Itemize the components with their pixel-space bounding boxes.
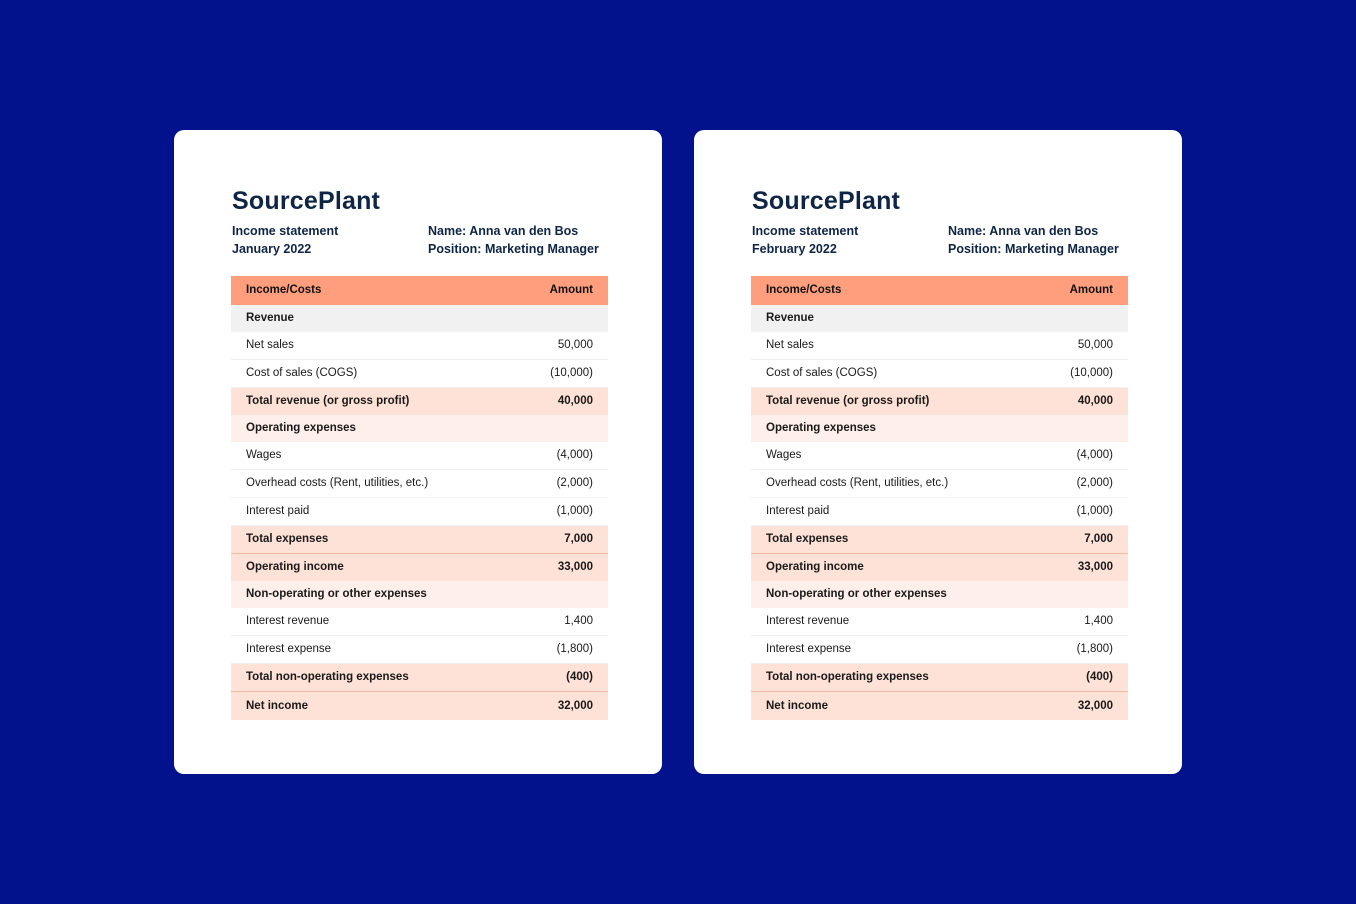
section-header-non-operating [751,581,1128,608]
table-row [751,442,1128,470]
total-row [231,554,608,582]
row-label: Wages [751,442,1031,470]
company-name: SourcePlant [752,187,901,215]
column-header-amount: Amount [1031,276,1128,305]
table-row [231,442,608,470]
section-label: Revenue [751,305,1128,332]
employee-name: Name: Anna van den Bos [948,224,1099,238]
row-amount: 1,400 [1031,608,1128,636]
section-header-revenue [751,305,1128,332]
column-header-income-costs: Income/Costs [231,276,511,305]
table-row [231,332,608,360]
section-header-revenue [231,305,608,332]
table-row [231,608,608,636]
table-row [751,608,1128,636]
row-label: Operating income [751,554,1031,582]
document-type: Income statement [232,224,339,238]
row-label: Interest revenue [751,608,1031,636]
table-header-row [231,276,608,305]
row-amount: 50,000 [1031,332,1128,360]
column-header-amount: Amount [511,276,608,305]
row-label: Total revenue (or gross profit) [751,388,1031,416]
row-amount: (400) [511,664,608,692]
row-amount: (1,000) [1031,498,1128,526]
section-header-operating-expenses [231,415,608,442]
row-label: Wages [231,442,511,470]
income-statement-card-february [694,130,1182,774]
row-label: Total expenses [751,526,1031,554]
statement-period: February 2022 [752,242,837,256]
row-label: Interest paid [231,498,511,526]
total-row [231,526,608,554]
row-label: Net income [751,692,1031,721]
row-label: Overhead costs (Rent, utilities, etc.) [751,470,1031,498]
table-row [751,332,1128,360]
income-statement-table [751,276,1128,720]
income-statement-table [231,276,608,720]
row-amount: (2,000) [511,470,608,498]
row-amount: 50,000 [511,332,608,360]
row-label: Interest revenue [231,608,511,636]
row-amount: (10,000) [511,360,608,388]
row-amount: 40,000 [511,388,608,416]
total-row [231,664,608,692]
table-header-row [751,276,1128,305]
row-label: Interest paid [751,498,1031,526]
row-label: Interest expense [751,636,1031,664]
section-header-operating-expenses [751,415,1128,442]
row-label: Cost of sales (COGS) [231,360,511,388]
total-row [751,526,1128,554]
table-row [231,360,608,388]
row-label: Net income [231,692,511,721]
row-amount: (1,000) [511,498,608,526]
total-row [751,388,1128,416]
row-label: Overhead costs (Rent, utilities, etc.) [231,470,511,498]
row-label: Total revenue (or gross profit) [231,388,511,416]
document-type: Income statement [752,224,859,238]
row-amount: 1,400 [511,608,608,636]
row-label: Total expenses [231,526,511,554]
statement-info [232,222,338,258]
section-label: Revenue [231,305,608,332]
row-amount: 40,000 [1031,388,1128,416]
row-label: Total non-operating expenses [231,664,511,692]
table-row [751,360,1128,388]
income-statement-card-january [174,130,662,774]
row-amount: (2,000) [1031,470,1128,498]
employee-position: Position: Marketing Manager [428,242,599,256]
row-label: Interest expense [231,636,511,664]
row-amount: (4,000) [511,442,608,470]
total-row [231,388,608,416]
table-row [751,470,1128,498]
section-label: Operating expenses [751,415,1128,442]
employee-info [948,222,1119,258]
total-row [751,664,1128,692]
net-income-row [231,692,608,721]
row-label: Operating income [231,554,511,582]
table-row [231,636,608,664]
statement-info [752,222,858,258]
row-amount: 33,000 [1031,554,1128,582]
table-row [751,498,1128,526]
row-amount: (4,000) [1031,442,1128,470]
column-header-income-costs: Income/Costs [751,276,1031,305]
employee-position: Position: Marketing Manager [948,242,1119,256]
section-label: Non-operating or other expenses [751,581,1128,608]
row-label: Total non-operating expenses [751,664,1031,692]
section-label: Operating expenses [231,415,608,442]
row-label: Cost of sales (COGS) [751,360,1031,388]
row-amount: 32,000 [511,692,608,721]
row-amount: (1,800) [1031,636,1128,664]
company-name: SourcePlant [232,187,381,215]
total-row [751,554,1128,582]
net-income-row [751,692,1128,721]
row-amount: (10,000) [1031,360,1128,388]
row-label: Net sales [231,332,511,360]
row-label: Net sales [751,332,1031,360]
section-header-non-operating [231,581,608,608]
row-amount: 32,000 [1031,692,1128,721]
row-amount: (400) [1031,664,1128,692]
section-label: Non-operating or other expenses [231,581,608,608]
table-row [751,636,1128,664]
statement-period: January 2022 [232,242,312,256]
employee-name: Name: Anna van den Bos [428,224,579,238]
table-row [231,498,608,526]
row-amount: 33,000 [511,554,608,582]
table-row [231,470,608,498]
row-amount: 7,000 [511,526,608,554]
employee-info [428,222,599,258]
row-amount: (1,800) [511,636,608,664]
row-amount: 7,000 [1031,526,1128,554]
